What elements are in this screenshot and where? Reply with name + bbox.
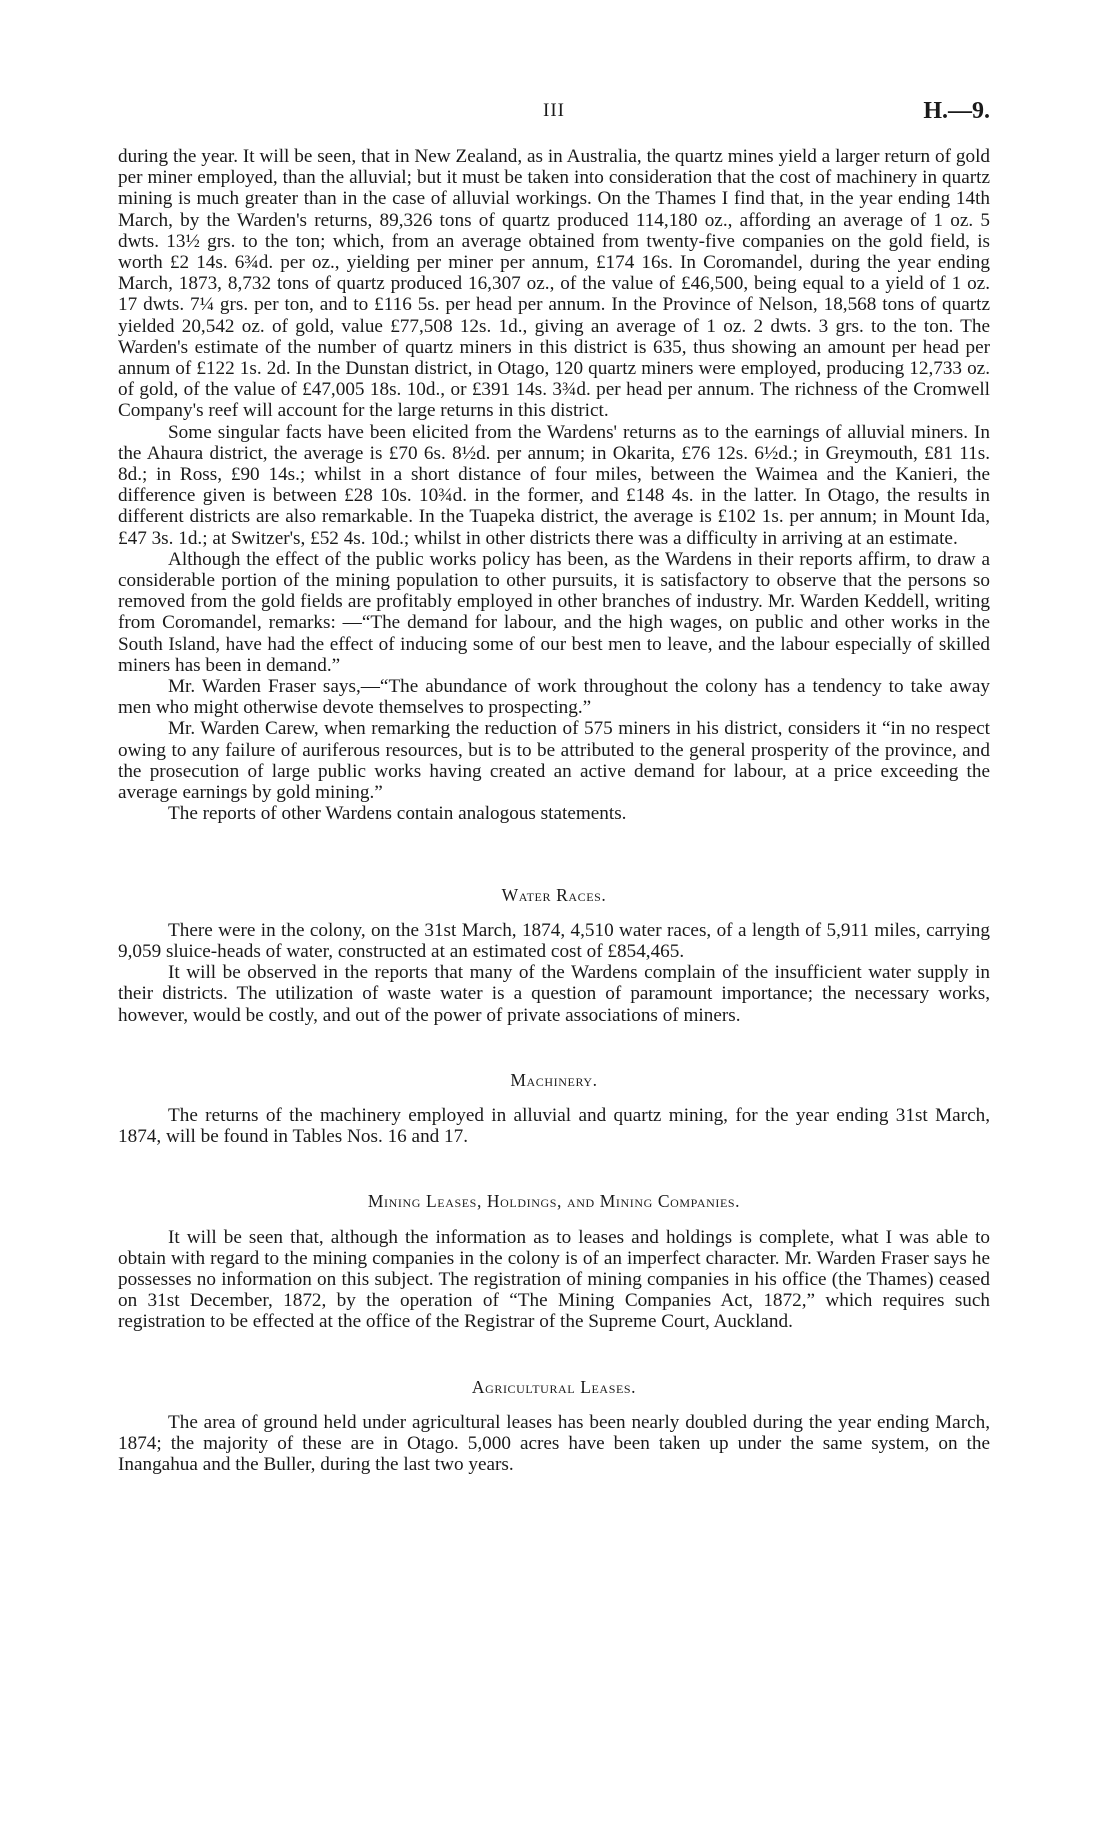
paragraph-machinery: The returns of the machinery employed in alluvial and quartz mining, for the year ending 31st March, 1874, will be found in Tables Nos. 16 and 17. [118,1104,990,1148]
page-number: III [543,100,565,121]
paragraph-agricultural-leases: The area of ground held under agricultural leases has been nearly doubled during the year ending March, 1874; the majority of these are in Otago. 5,000 acres have been taken up under the same system, on the Inangahua and the Buller, during the last two years. [118,1411,990,1476]
body-text [118,146,990,1475]
paragraph-quartz-returns: during the year. It will be seen, that in New Zealand, as in Australia, the quartz mines yield a larger return of gold per miner employed, than the alluvial; but it must be taken into consideration that the cost of machinery in quartz mining is much greater than in the case of alluvial workings. On the Thames I find that, in the year ending 14th March, by the Warden's returns, 89,326 tons of quartz produced 114,180 oz., affording an average of 1 oz. 5 dwts. 13½ grs. to the ton; which, from an average obtained from twenty-five companies on the gold field, is worth £2 14s. 6¾d. per oz., yielding per miner per annum, £174 16s. In Coromandel, during the year ending March, 1873, 8,732 tons of quartz produced 16,307 oz., of the value of £46,500, being equal to a yield of 1 oz. 17 dwts. 7¼ grs. per ton, and to £116 5s. per head per annum. In the Province of Nelson, 18,568 tons of quartz yielded 20,542 oz. of gold, value £77,508 12s. 1d., giving an average of 1 oz. 2 dwts. 3 grs. to the ton. The Warden's estimate of the number of quartz miners in this district is 635, thus showing an amount per head per annum of £122 1s. 2d. In the Dunstan district, in Otago, 120 quartz miners were employed, producing 12,733 oz. of gold, of the value of £47,005 18s. 10d., or £391 14s. 3¾d. per head per annum. The richness of the Cromwell Company's reef will account for the large returns in this district. [118,146,990,422]
paragraph-warden-fraser: Mr. Warden Fraser says,—“The abundance of work throughout the colony has a tendency to take away men who might otherwise devote themselves to prospecting.” [118,676,990,719]
page-header [118,98,990,128]
heading-mining-leases: Mining Leases, Holdings, and Mining Companies. [367,1191,741,1212]
paragraph-mining-leases: It will be seen that, although the information as to leases and holdings is complete, what I was able to obtain with regard to the mining companies in the colony is of an imperfect character. Mr. Warden Fraser says he possesses no information on this subject. The registration of mining companies in his office (the Thames) ceased on 31st December, 1872, by the operation of “The Mining Companies Act, 1872,” which requires such registration to be effected at the office of the Registrar of the Supreme Court, Auckland. [118,1226,990,1333]
document-reference: H.—9. [923,98,990,124]
paragraph-public-works: Although the effect of the public works policy has been, as the Wardens in their reports affirm, to draw a considerable portion of the mining population to other pursuits, it is satisfactory to observe that the persons so removed from the gold fields are profitably employed in other branches of industry. Mr. Warden Keddell, writing from Coromandel, remarks: —“The demand for labour, and the high wages, on public and other works in the South Island, have had the effect of inducing some of our best men to leave, and the labour especially of skilled miners has been in demand.” [118,548,990,676]
paragraph-water-races-count: There were in the colony, on the 31st March, 1874, 4,510 water races, of a length of 5,911 miles, carrying 9,059 sluice-heads of water, constructed at an estimated cost of £854,465. [118,919,990,962]
heading-machinery: Machinery. [510,1069,598,1090]
heading-water-races: Water Races. [501,884,607,905]
paragraph-warden-carew: Mr. Warden Carew, when remarking the reduction of 575 miners in his district, considers it “in no respect owing to any failure of auriferous resources, but is to be attributed to the general prosperity of the province, and the prosecution of large public works having created an active demand for labour, at a price exceeding the average earnings by gold mining.” [118,718,990,804]
paragraph-alluvial-earnings: Some singular facts have been elicited from the Wardens' returns as to the earnings of alluvial miners. In the Ahaura district, the average is £70 6s. 8½d. per annum; in Okarita, £76 12s. 6½d.; in Greymouth, £81 11s. 8d.; in Ross, £90 14s.; whilst in a short distance of four miles, between the Waimea and the Kanieri, the difference given is between £28 10s. 10¾d. in the former, and £148 4s. in the latter. In Otago, the results in different districts are also remarkable. In the Tuapeka district, the average is £102 1s. per annum; in Mount Ida, £47 3s. 1d.; at Switzer's, £52 4s. 10d.; whilst in other districts there was a difficulty in arriving at an estimate. [118,421,990,549]
paragraph-water-supply: It will be observed in the reports that many of the Wardens complain of the insufficient water supply in their districts. The utilization of waste water is a question of paramount importance; the necessary works, however, would be costly, and out of the power of private associations of miners. [118,962,990,1026]
paragraph-other-wardens: The reports of other Wardens contain analogous statements. [168,803,627,825]
heading-agricultural-leases: Agricultural Leases. [471,1376,637,1397]
